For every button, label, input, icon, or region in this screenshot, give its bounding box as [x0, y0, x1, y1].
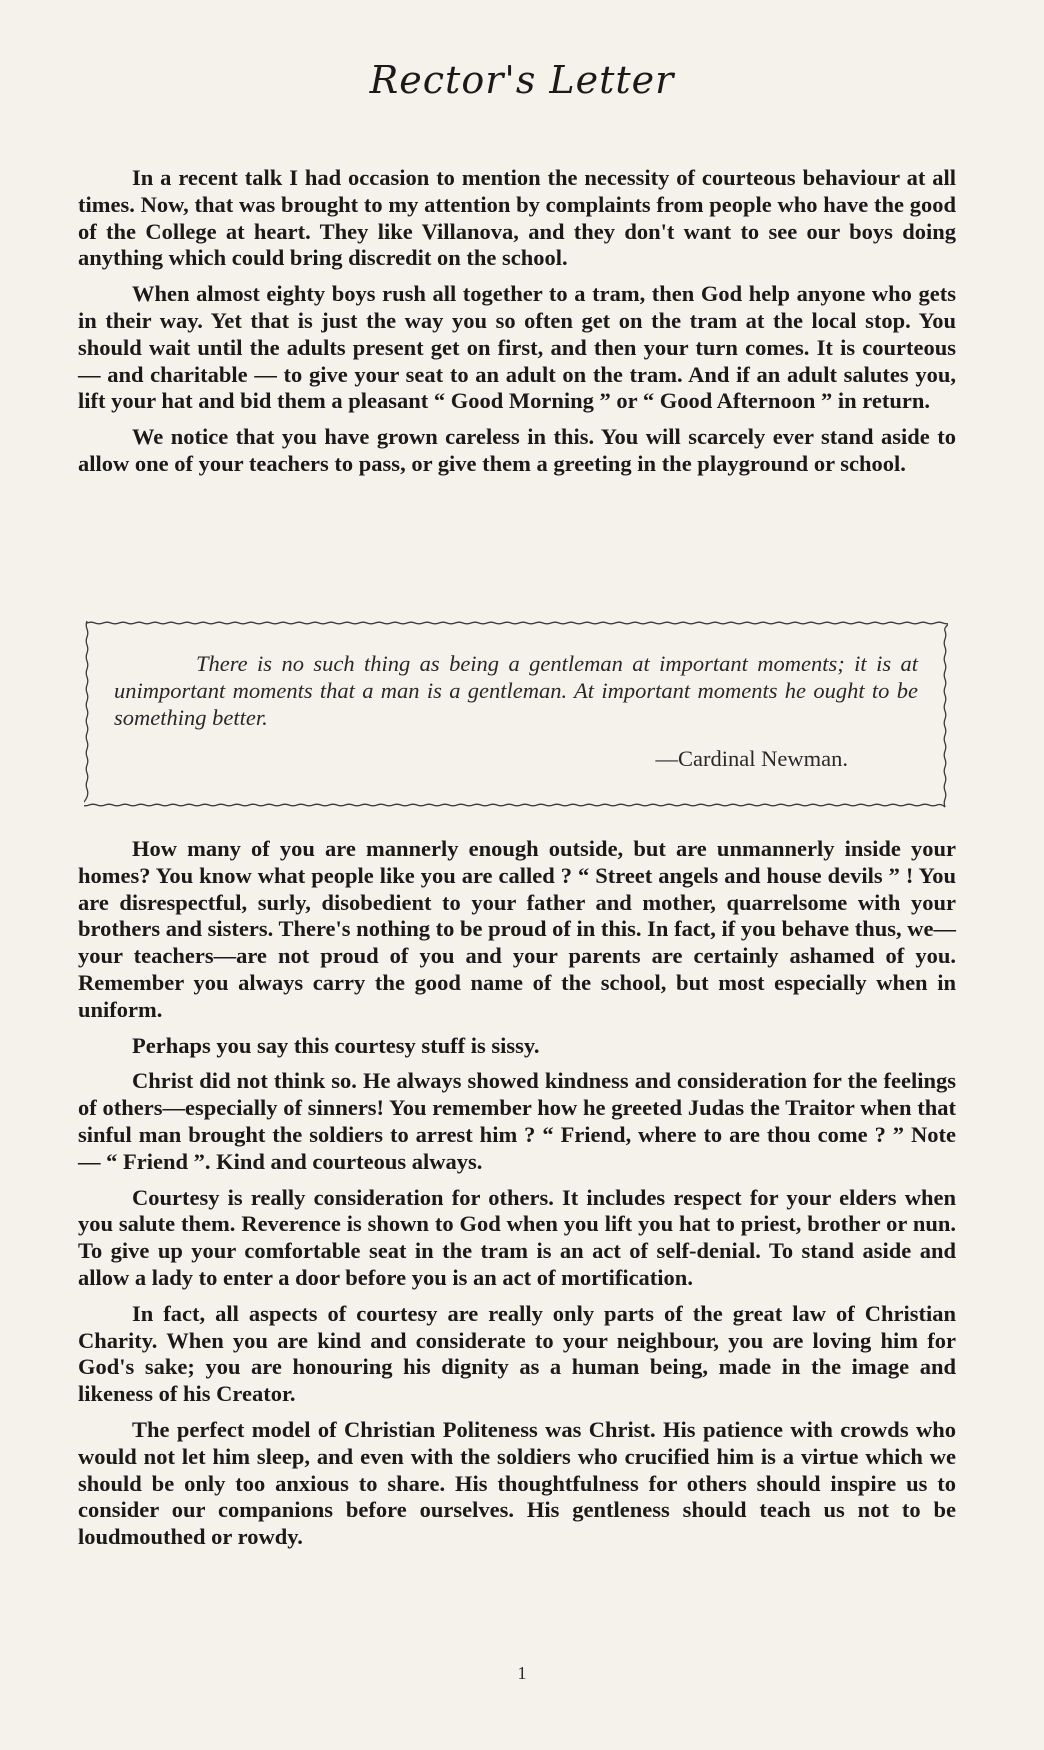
letter-body-bottom	[78, 836, 956, 1551]
paragraph: In a recent talk I had occasion to mention the necessity of courteous behaviour at all times. Now, that was brought to my attention by complaints from people who have the good of the College at heart. They like Villanova, and they don't want to see our boys doing anything which could bring discredit on the school.	[78, 165, 956, 271]
paragraph: Perhaps you say this courtesy stuff is sissy.	[132, 1032, 540, 1058]
paragraph: How many of you are mannerly enough outside, but are unmannerly inside your homes? You know what people like you are called ? “ Street angels and house devils ” ! You are disrespectful, surly, disobedient to your father and mother, quarrelsome with your brothers and sisters. There's nothing to be proud of in this. In fact, if you behave thus, we—your teachers—are not proud of you and your parents are certainly ashamed of you. Remember you always carry the good name of the school, but most especially when in uniform.	[78, 836, 956, 1022]
quote-author: —Cardinal Newman.	[655, 746, 848, 771]
paragraph: We notice that you have grown careless in this. You will scarcely ever stand aside to allow one of your teachers to pass, or give them a greeting in the playground or school.	[78, 424, 956, 476]
paragraph: Christ did not think so. He always showed kindness and consideration for the feelings of others—especially of sinners! You remember how he greeted Judas the Traitor when that sinful man brought the soldiers to arrest him ? “ Friend, where to are thou come ? ” Note — “ Friend ”. Kind and courteous always.	[78, 1068, 956, 1174]
letter-body-top	[78, 165, 956, 478]
paragraph: Courtesy is really consideration for others. It includes respect for your elders when you salute them. Reverence is shown to God when you lift you hat to priest, brother or nun. To give up your comfortable seat in the tram is an act of self-denial. To stand aside and allow a lady to enter a door before you is an act of mortification.	[78, 1184, 956, 1290]
page-number: 1	[517, 1663, 527, 1683]
quote-text: There is no such thing as being a gentleman at important moments; it is at unimportant moments that a man is a gentleman. At important moments he ought to be something better.	[114, 651, 918, 730]
page-title: Rector's Letter	[369, 58, 675, 102]
paragraph: When almost eighty boys rush all together to a tram, then God help anyone who gets in their way. Yet that is just the way you so often get on the tram at the local stop. You should wait until the adults present get on first, and then your turn comes. It is courteous — and charitable — to give your seat to an adult on the tram. And if an adult salutes you, lift your hat and bid them a pleasant “ Good Morning ” or “ Good Afternoon ” in return.	[78, 281, 956, 414]
quote-box	[84, 620, 948, 808]
paragraph: In fact, all aspects of courtesy are really only parts of the great law of Christian Charity. When you are kind and considerate to your neighbour, you are loving him for God's sake; you are honouring his dignity as a human being, made in the image and likeness of his Creator.	[78, 1300, 956, 1407]
paragraph: The perfect model of Christian Politeness was Christ. His patience with crowds who would not let him sleep, and even with the soldiers who crucified him is a virtue which we should be only too anxious to share. His thoughtfulness for others should inspire us to consider our companions before ourselves. His gentleness should teach us not to be loudmouthed or rowdy.	[78, 1416, 956, 1550]
